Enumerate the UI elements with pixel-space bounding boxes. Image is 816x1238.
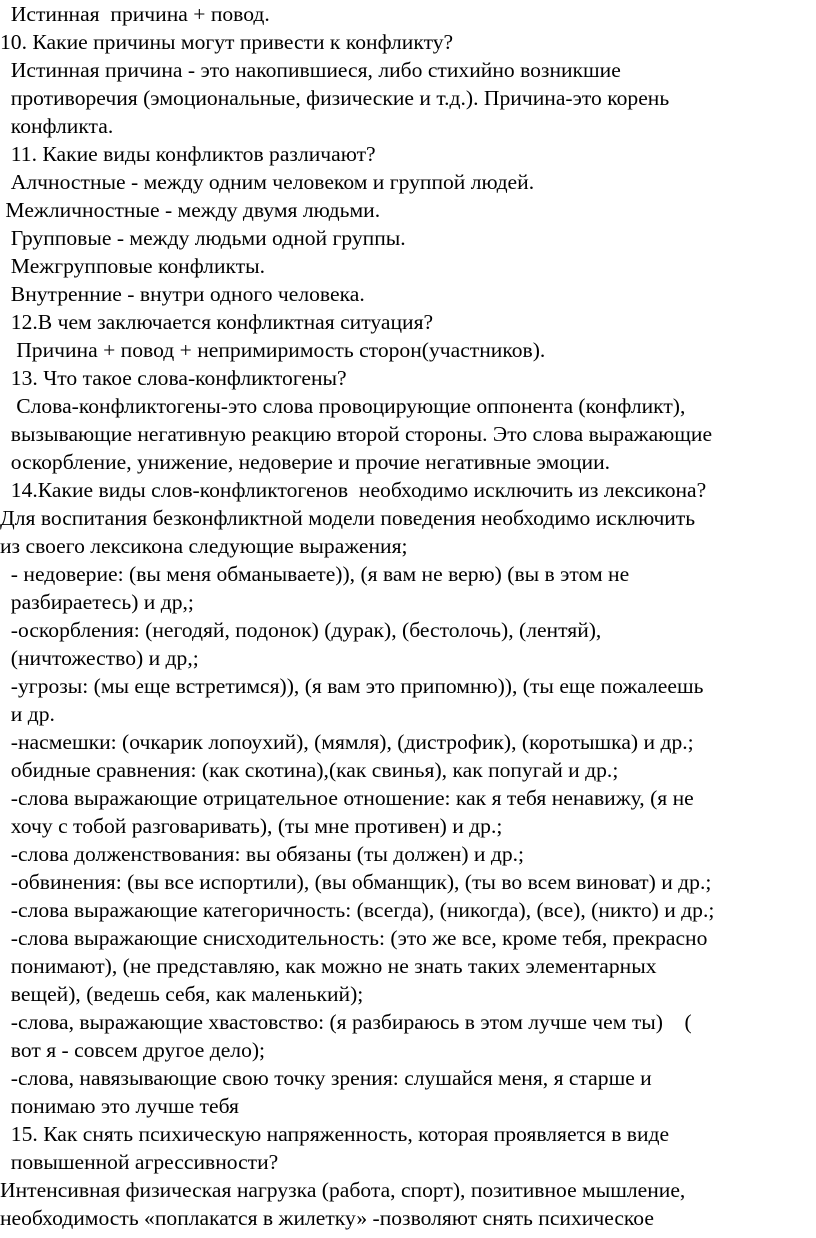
list-item: -слова выражающие категоричность: (всегда), (никогда), (все), (никто) и др.;	[0, 898, 715, 922]
text-line: Внутренние - внутри одного человека.	[0, 282, 365, 306]
list-item: разбираетесь) и др,;	[0, 590, 194, 614]
text-line: оскорбление, унижение, недоверие и прочие негативные эмоции.	[0, 450, 611, 474]
text-line: Групповые - между людьми одной группы.	[0, 226, 406, 250]
list-item: -слова долженствования: вы обязаны (ты должен) и др.;	[0, 842, 525, 866]
list-item: хочу с тобой разговаривать), (ты мне противен) и др.;	[0, 814, 503, 838]
list-item: -обвинения: (вы все испортили), (вы обманщик), (ты во всем виноват) и др.;	[0, 870, 712, 894]
list-item: вещей), (ведешь себя, как маленький);	[0, 982, 364, 1006]
list-item: -насмешки: (очкарик лопоухий), (мямля), (дистрофик), (коротышка) и др.;	[0, 730, 694, 754]
list-item: -слова выражающие отрицательное отношение: как я тебя ненавижу, (я не	[0, 786, 694, 810]
text-line: конфликта.	[0, 114, 114, 138]
text-line: Для воспитания безконфликтной модели поведения необходимо исключить	[0, 506, 696, 530]
list-item: понимаю это лучше тебя	[0, 1094, 239, 1118]
list-item: -слова, выражающие хвастовство: (я разбираюсь в этом лучше чем ты) (	[0, 1010, 692, 1034]
list-item: - недоверие: (вы меня обманываете)), (я вам не верю) (вы в этом не	[0, 562, 630, 586]
text-line: Истинная причина + повод.	[0, 2, 270, 26]
list-item: понимают), (не представляю, как можно не знать таких элементарных	[0, 954, 657, 978]
list-item: вот я - совсем другое дело);	[0, 1038, 266, 1062]
text-line: необходимость «поплакатся в жилетку» -позволяют снять психическое	[0, 1206, 654, 1230]
question-heading: 14.Какие виды слов-конфликтогенов необходимо исключить из лексикона?	[0, 478, 707, 502]
text-line: противоречия (эмоциональные, физические и т.д.). Причина-это корень	[0, 86, 670, 110]
list-item: -слова, навязывающие свою точку зрения: слушайся меня, я старше и	[0, 1066, 652, 1090]
list-item: (ничтожество) и др,;	[0, 646, 199, 670]
question-heading: 13. Что такое слова-конфликтогены?	[0, 366, 347, 390]
text-line: Алчностные - между одним человеком и группой людей.	[0, 170, 535, 194]
list-item: обидные сравнения: (как скотина),(как свинья), как попугай и др.;	[0, 758, 619, 782]
question-heading: 12.В чем заключается конфликтная ситуация?	[0, 310, 434, 334]
question-heading: 15. Как снять психическую напряженность, которая проявляется в виде	[0, 1122, 670, 1146]
text-line: Интенсивная физическая нагрузка (работа, спорт), позитивное мышление,	[0, 1178, 686, 1202]
question-heading: 10. Какие причины могут привести к конфликту?	[0, 30, 454, 54]
list-item: -слова выражающие снисходительность: (это же все, кроме тебя, прекрасно	[0, 926, 708, 950]
text-line: вызывающие негативную реакцию второй стороны. Это слова выражающие	[0, 422, 713, 446]
text-line: Причина + повод + непримиримость сторон(участников).	[0, 338, 546, 362]
text-line: Межгрупповые конфликты.	[0, 254, 266, 278]
text-line: из своего лексикона следующие выражения;	[0, 534, 408, 558]
text-line: Межличностные - между двумя людьми.	[0, 198, 381, 222]
list-item: и др.	[0, 702, 55, 726]
list-item: -оскорбления: (негодяй, подонок) (дурак), (бестолочь), (лентяй),	[0, 618, 602, 642]
text-line: Истинная причина - это накопившиеся, либо стихийно возникшие	[0, 58, 621, 82]
list-item: -угрозы: (мы еще встретимся)), (я вам это припомню)), (ты еще пожалеешь	[0, 674, 704, 698]
text-line: Слова-конфликтогены-это слова провоцирующие оппонента (конфликт),	[0, 394, 686, 418]
question-heading: повышенной агрессивности?	[0, 1150, 279, 1174]
question-heading: 11. Какие виды конфликтов различают?	[0, 142, 376, 166]
